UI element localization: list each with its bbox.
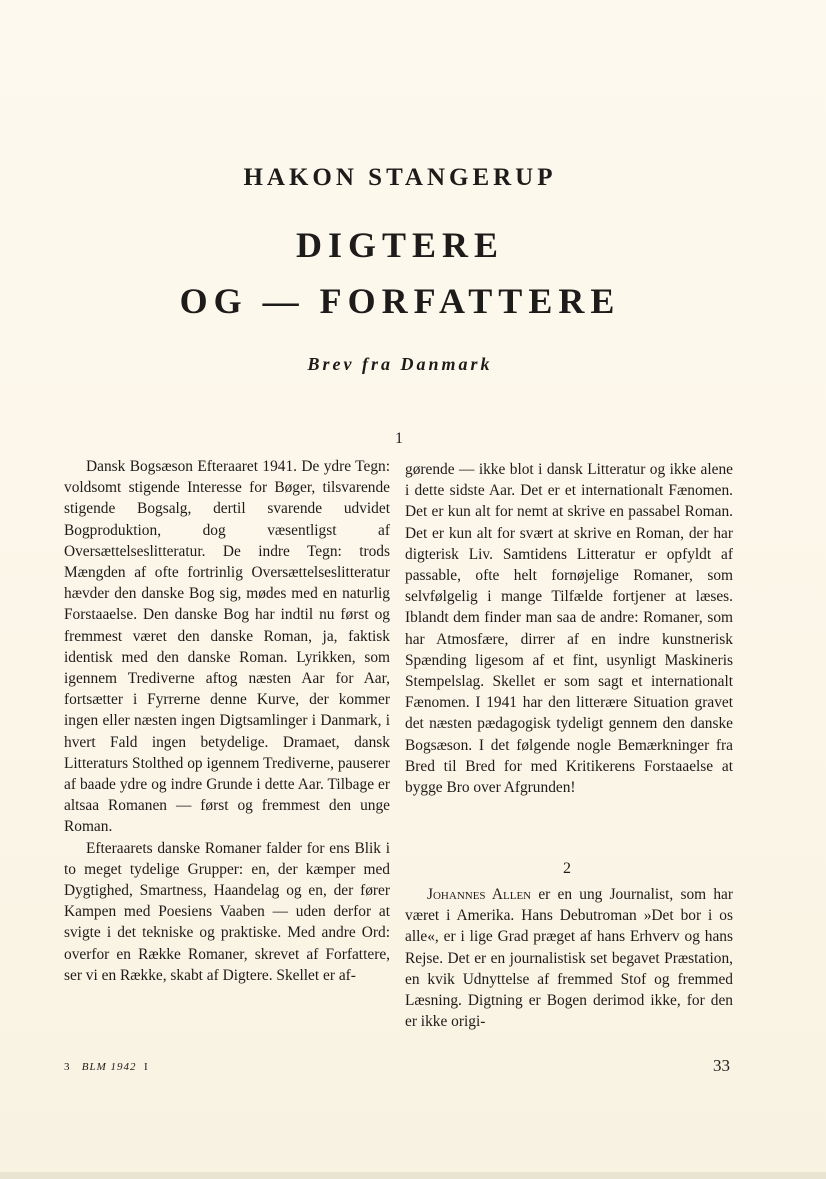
signature-journal: BLM 1942 [81, 1061, 137, 1073]
title-line-1: DIGTERE [295, 225, 505, 265]
author-name: HAKON STANGERUP [243, 164, 557, 191]
paragraph: Efteraarets danske Romaner falder for ens Blik i to meget tydelige Grupper: en, der kæmper med Dygtighed, Smartness, Haandelag og en, der fører Kampen med Poesiens Vaaben — uden derfor at svigte i det tekniske og praktiske. Med andre Ord: overfor en Række Romaner, skrevet af Forfattere, ser vi en Række, skabt af Digtere. Skellet er af- [64, 839, 390, 984]
author-name-smallcaps: Johannes Allen [427, 886, 532, 903]
paragraph: Dansk Bogsæson Efteraaret 1941. De ydre Tegn: voldsomt stigende Interesse for Bøger, tilsvarende stigende Bogsalg, dertil svarende udvidet Bogproduktion, dog væsentligst af Oversættelseslitteratur. De indre Tegn: trods Mængden af ofte fortrinlig Oversættelseslitteratur hævder den danske Bog sig, mødes med en naturlig Forstaaelse. Den danske Bog har indtil nu først og fremmest været den danske Roman, ja, faktisk identisk med den danske Roman. Lyrikken, som igennem Trediverne aftog næsten Aar for Aar, fortsætter i Fyrrerne denne Kurve, der kommer ingen eller næsten ingen Digtsamlinger i Danmark, i hvert Fald ingen betydelige. Dramaet, dansk Litteraturs Stolthed op igennem Trediverne, pauserer af baade ydre og indre Grunde i dette Aar. Tilbage er altsaa Romanen — først og fremmest den unge Roman. [64, 458, 390, 836]
left-column [64, 456, 390, 986]
paragraph: gørende — ikke blot i dansk Litteratur og ikke alene i dette sidste Aar. Det er et internationalt Fænomen. Det er kun alt for nemt at skrive en passabel Roman. Det er kun alt for svært at skrive en Roman, der har digterisk Liv. Samtidens Litteratur er opfyldt af passable, ofte helt fornøjelige Romaner, som selvfølgelig i mange Tilfælde fortjener at læses. Iblandt dem finder man saa de andre: Romaner, som har Atmosfære, dirrer af en indre kunstnerisk Spænding ligesom af et fint, usynligt Maskineris Stempelslag. Skellet er som sagt et internationalt Fænomen. I 1941 har den litterære Situation gravet det næsten pædagogisk tydeligt gennem den danske Bogsæson. I det følgende nogle Bemærkninger fra Bred til Bred for med Kritikerens Forstaaelse at bygge Bro over Afgrunden! [405, 461, 733, 797]
signature-prefix: 3 [64, 1061, 71, 1073]
subtitle: Brev fra Danmark [307, 354, 493, 374]
paragraph [405, 884, 733, 1032]
signature-suffix: I [144, 1061, 149, 1073]
section-number-1: 1 [395, 430, 403, 447]
printer-signature [64, 1061, 149, 1073]
right-column-continuation [405, 459, 733, 798]
right-column-section-2 [405, 884, 733, 1032]
title-line-2: OG — FORFATTERE [179, 281, 621, 321]
page-edge [0, 1172, 826, 1179]
page-number: 33 [713, 1056, 730, 1075]
section-number-2: 2 [563, 860, 571, 877]
paragraph-text: er en ung Journalist, som har været i Amerika. Hans Debutroman »Det bor i os alle«, er i lige Grad præget af hans Erhverv og hans Rejse. Det er en journalistisk set begavet Præstation, en kvik Udnyttelse af fremmed Stof og fremmed Læsning. Digtning er Bogen derimod ikke, for den er ikke origi- [405, 886, 733, 1031]
